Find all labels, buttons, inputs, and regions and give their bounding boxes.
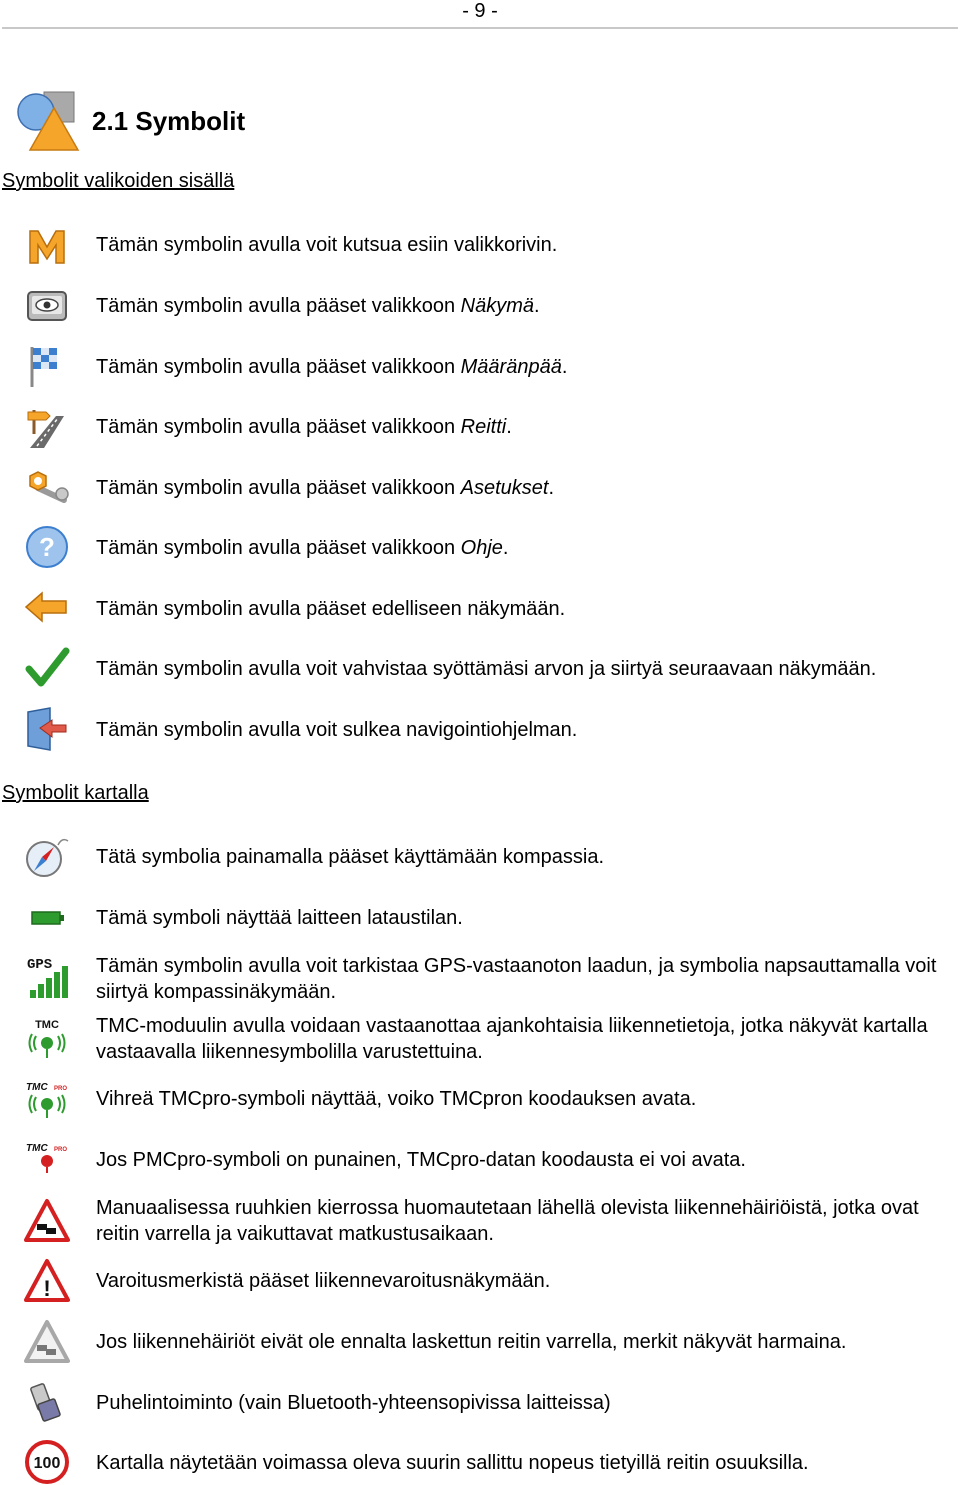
item-text: Tämän symbolin avulla pääset valikkoon (96, 477, 461, 499)
item-text: Kartalla näytetään voimassa oleva suurin sallittu nopeus tietyillä reitin osuuksilla. (96, 1452, 809, 1474)
svg-text:PRO: PRO (54, 1086, 68, 1092)
svg-text:PRO: PRO (54, 1147, 68, 1153)
page-number: - 9 - (462, 0, 498, 22)
settings-wrench-icon[interactable] (24, 464, 70, 510)
item-tail: . (502, 537, 509, 559)
item-text: Jos liikennehäiriöt eivät ole ennalta laskettun reitin varrella, merkit näkyvät harmaina. (96, 1331, 847, 1353)
item-text: TMC-moduulin avulla voidaan vastaanottaa ajankohtaisia liikennetietoja, jotka näkyvät kartalla vastaavalla liikennesymbolilla varustettuina. (96, 1015, 928, 1063)
header-divider (2, 27, 958, 29)
svg-text:TMC: TMC (26, 1143, 48, 1154)
compass-icon[interactable] (24, 835, 70, 881)
traffic-jam-gray-icon[interactable] (24, 1319, 70, 1365)
svg-text:100: 100 (33, 1455, 61, 1472)
symbols-chapter-icon (14, 88, 80, 154)
destination-flag-icon[interactable] (24, 343, 70, 389)
item-emphasis: Määränpää (460, 356, 562, 378)
battery-icon[interactable] (24, 894, 70, 940)
item-text: Puhelintoiminto (vain Bluetooth-yhteensopivissa laitteissa) (96, 1392, 611, 1414)
item-text: Tätä symbolia painamalla pääset käyttämään kompassia. (96, 846, 605, 868)
svg-text:TMC: TMC (26, 1082, 48, 1093)
back-arrow-icon[interactable] (24, 585, 70, 631)
phone-icon[interactable] (24, 1379, 70, 1425)
gps-signal-icon[interactable] (24, 954, 70, 1000)
tmcpro-red-icon[interactable] (24, 1141, 70, 1187)
svg-text:GPS: GPS (27, 957, 53, 973)
item-text: Tämän symbolin avulla pääset valikkoon (96, 295, 461, 317)
exit-door-icon[interactable] (24, 706, 70, 752)
item-emphasis: Ohje (460, 537, 503, 559)
item-text: Tämän symbolin avulla voit kutsua esiin valikkorivin. (96, 234, 558, 256)
item-text: Tämän symbolin avulla pääset valikkoon (96, 356, 461, 378)
item-text: Manuaalisessa ruuhkien kierrossa huomautetaan lähellä olevista liikennehäiriöistä, jotka ovat reitin varrella ja vaikuttavat matkustusaikaan. (96, 1197, 919, 1245)
map-symbols-heading: Symbolit kartalla (2, 782, 149, 804)
item-tail: . (506, 416, 512, 438)
item-text: Tämä symboli näyttää laitteen lataustilan. (96, 907, 463, 929)
item-text: Tämän symbolin avulla pääset valikkoon (96, 537, 461, 559)
item-tail: . (548, 477, 555, 499)
confirm-check-icon[interactable] (24, 645, 70, 691)
item-text: Tämän symbolin avulla voit vahvistaa syöttämäsi arvon ja siirtyä seuraavaan näkymään. (96, 658, 877, 680)
item-text: Tämän symbolin avulla voit tarkistaa GPS-vastaanoton laadun, ja symbolia napsauttamalla voit siirtyä kompassinäkymään. (96, 955, 937, 1003)
speed-limit-icon[interactable] (24, 1439, 70, 1485)
item-tail: . (534, 295, 540, 317)
svg-text:?: ? (39, 532, 55, 562)
item-text: Vihreä TMCpro-symboli näyttää, voiko TMCpron koodauksen avata. (96, 1088, 697, 1110)
item-emphasis: Näkymä (460, 295, 534, 317)
item-tail: . (561, 356, 568, 378)
menu-symbols-heading: Symbolit valikoiden sisällä (2, 170, 235, 192)
item-text: Tämän symbolin avulla pääset edelliseen näkymään. (96, 598, 566, 620)
svg-text:!: ! (43, 1276, 51, 1301)
item-emphasis: Asetukset (460, 477, 549, 499)
item-text: Jos PMCpro-symboli on punainen, TMCpro-datan koodausta ei voi avata. (96, 1149, 746, 1171)
item-text: Varoitusmerkistä pääset liikennevaroitusnäkymään. (96, 1270, 551, 1292)
item-text: Tämän symbolin avulla voit sulkea navigointiohjelman. (96, 719, 578, 741)
warning-sign-icon[interactable] (24, 1258, 70, 1304)
help-question-icon[interactable] (24, 524, 70, 570)
route-signpost-icon[interactable] (24, 404, 70, 450)
traffic-jam-warning-icon[interactable] (24, 1198, 70, 1244)
item-emphasis: Reitti (460, 416, 507, 438)
item-text: Tämän symbolin avulla pääset valikkoon (96, 416, 461, 438)
chapter-title: 2.1 Symbolit (92, 106, 246, 136)
menu-m-icon[interactable] (24, 223, 70, 269)
tmcpro-green-icon[interactable] (24, 1080, 70, 1126)
svg-text:TMC: TMC (35, 1019, 59, 1031)
view-eye-icon[interactable] (24, 284, 70, 330)
tmc-icon[interactable] (24, 1016, 70, 1062)
